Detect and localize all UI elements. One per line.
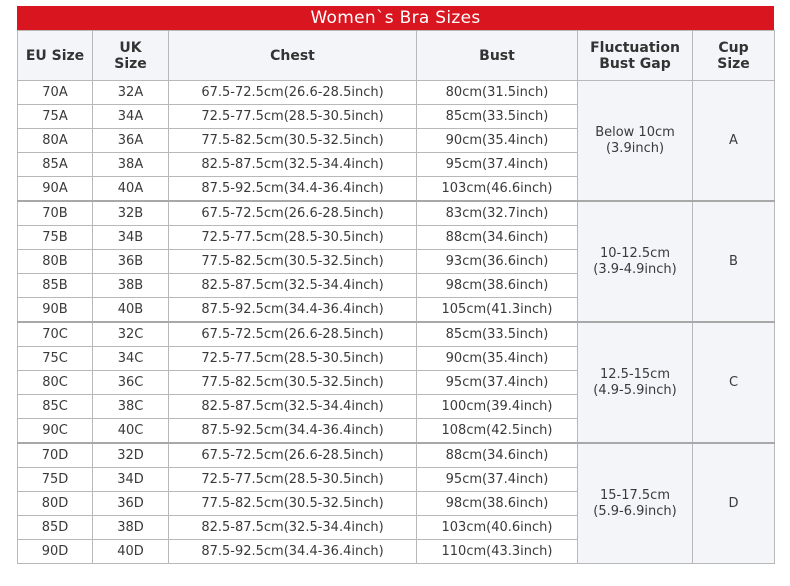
cell-chest: 87.5-92.5cm(34.4-36.4inch) [169,540,417,564]
cell-uk-size: 32D [93,443,169,468]
cell-eu-size: 70A [18,81,93,105]
cell-bust: 88cm(34.6inch) [417,226,578,250]
cell-bust-gap: 12.5-15cm (4.9-5.9inch) [578,322,693,443]
cell-eu-size: 85D [18,516,93,540]
cell-bust-gap: 15-17.5cm (5.9-6.9inch) [578,443,693,564]
cell-uk-size: 32C [93,322,169,347]
cell-uk-size: 34A [93,105,169,129]
cell-chest: 67.5-72.5cm(26.6-28.5inch) [169,81,417,105]
cell-chest: 77.5-82.5cm(30.5-32.5inch) [169,371,417,395]
cell-bust: 103cm(40.6inch) [417,516,578,540]
cell-eu-size: 80D [18,492,93,516]
cell-chest: 87.5-92.5cm(34.4-36.4inch) [169,298,417,323]
table-row [18,201,775,226]
cell-uk-size: 34B [93,226,169,250]
cell-bust: 85cm(33.5inch) [417,322,578,347]
cell-uk-size: 38C [93,395,169,419]
cell-eu-size: 90D [18,540,93,564]
header-cup-size: Cup Size [693,31,775,81]
cell-bust: 100cm(39.4inch) [417,395,578,419]
cell-uk-size: 38A [93,153,169,177]
header-row [18,31,775,81]
cell-chest: 67.5-72.5cm(26.6-28.5inch) [169,322,417,347]
cell-uk-size: 32B [93,201,169,226]
cell-chest: 87.5-92.5cm(34.4-36.4inch) [169,419,417,444]
cell-uk-size: 40A [93,177,169,202]
size-table [17,30,775,564]
cell-eu-size: 90A [18,177,93,202]
cell-chest: 67.5-72.5cm(26.6-28.5inch) [169,201,417,226]
table-row [18,81,775,105]
cell-eu-size: 90B [18,298,93,323]
cell-uk-size: 36D [93,492,169,516]
cell-chest: 72.5-77.5cm(28.5-30.5inch) [169,105,417,129]
cell-chest: 77.5-82.5cm(30.5-32.5inch) [169,129,417,153]
cell-uk-size: 38B [93,274,169,298]
cell-bust: 98cm(38.6inch) [417,492,578,516]
size-chart [17,6,774,564]
chart-title: Women`s Bra Sizes [17,6,774,30]
cell-bust: 90cm(35.4inch) [417,347,578,371]
header-bust-gap: Fluctuation Bust Gap [578,31,693,81]
cell-uk-size: 40C [93,419,169,444]
cell-eu-size: 85B [18,274,93,298]
cell-chest: 82.5-87.5cm(32.5-34.4inch) [169,153,417,177]
table-row [18,322,775,347]
cell-eu-size: 80C [18,371,93,395]
cell-chest: 77.5-82.5cm(30.5-32.5inch) [169,250,417,274]
cell-bust: 88cm(34.6inch) [417,443,578,468]
cell-uk-size: 40D [93,540,169,564]
cell-eu-size: 70D [18,443,93,468]
cell-eu-size: 90C [18,419,93,444]
cell-chest: 72.5-77.5cm(28.5-30.5inch) [169,226,417,250]
cell-bust: 108cm(42.5inch) [417,419,578,444]
cell-eu-size: 85C [18,395,93,419]
cell-uk-size: 34C [93,347,169,371]
table-row [18,443,775,468]
cell-bust: 95cm(37.4inch) [417,153,578,177]
cell-chest: 82.5-87.5cm(32.5-34.4inch) [169,516,417,540]
cell-bust: 98cm(38.6inch) [417,274,578,298]
cell-uk-size: 36A [93,129,169,153]
header-uk-size: UK Size [93,31,169,81]
cell-cup-size: D [693,443,775,564]
cell-cup-size: A [693,81,775,202]
cell-uk-size: 36B [93,250,169,274]
cell-bust: 110cm(43.3inch) [417,540,578,564]
cell-eu-size: 70C [18,322,93,347]
cell-chest: 77.5-82.5cm(30.5-32.5inch) [169,492,417,516]
cell-cup-size: C [693,322,775,443]
cell-bust: 93cm(36.6inch) [417,250,578,274]
cell-bust: 95cm(37.4inch) [417,468,578,492]
cell-bust-gap: Below 10cm (3.9inch) [578,81,693,202]
cell-eu-size: 75D [18,468,93,492]
cell-bust: 90cm(35.4inch) [417,129,578,153]
table-body [18,81,775,564]
cell-uk-size: 40B [93,298,169,323]
cell-cup-size: B [693,201,775,322]
cell-bust: 83cm(32.7inch) [417,201,578,226]
cell-eu-size: 70B [18,201,93,226]
cell-bust: 85cm(33.5inch) [417,105,578,129]
header-eu-size: EU Size [18,31,93,81]
cell-eu-size: 75C [18,347,93,371]
cell-uk-size: 32A [93,81,169,105]
header-bust: Bust [417,31,578,81]
cell-chest: 72.5-77.5cm(28.5-30.5inch) [169,468,417,492]
cell-chest: 82.5-87.5cm(32.5-34.4inch) [169,274,417,298]
cell-bust: 105cm(41.3inch) [417,298,578,323]
cell-bust: 103cm(46.6inch) [417,177,578,202]
cell-eu-size: 75A [18,105,93,129]
cell-eu-size: 75B [18,226,93,250]
cell-eu-size: 80A [18,129,93,153]
cell-bust: 95cm(37.4inch) [417,371,578,395]
cell-eu-size: 80B [18,250,93,274]
cell-chest: 72.5-77.5cm(28.5-30.5inch) [169,347,417,371]
cell-eu-size: 85A [18,153,93,177]
header-chest: Chest [169,31,417,81]
cell-chest: 67.5-72.5cm(26.6-28.5inch) [169,443,417,468]
cell-bust-gap: 10-12.5cm (3.9-4.9inch) [578,201,693,322]
cell-uk-size: 36C [93,371,169,395]
cell-uk-size: 34D [93,468,169,492]
cell-chest: 87.5-92.5cm(34.4-36.4inch) [169,177,417,202]
cell-chest: 82.5-87.5cm(32.5-34.4inch) [169,395,417,419]
cell-uk-size: 38D [93,516,169,540]
cell-bust: 80cm(31.5inch) [417,81,578,105]
